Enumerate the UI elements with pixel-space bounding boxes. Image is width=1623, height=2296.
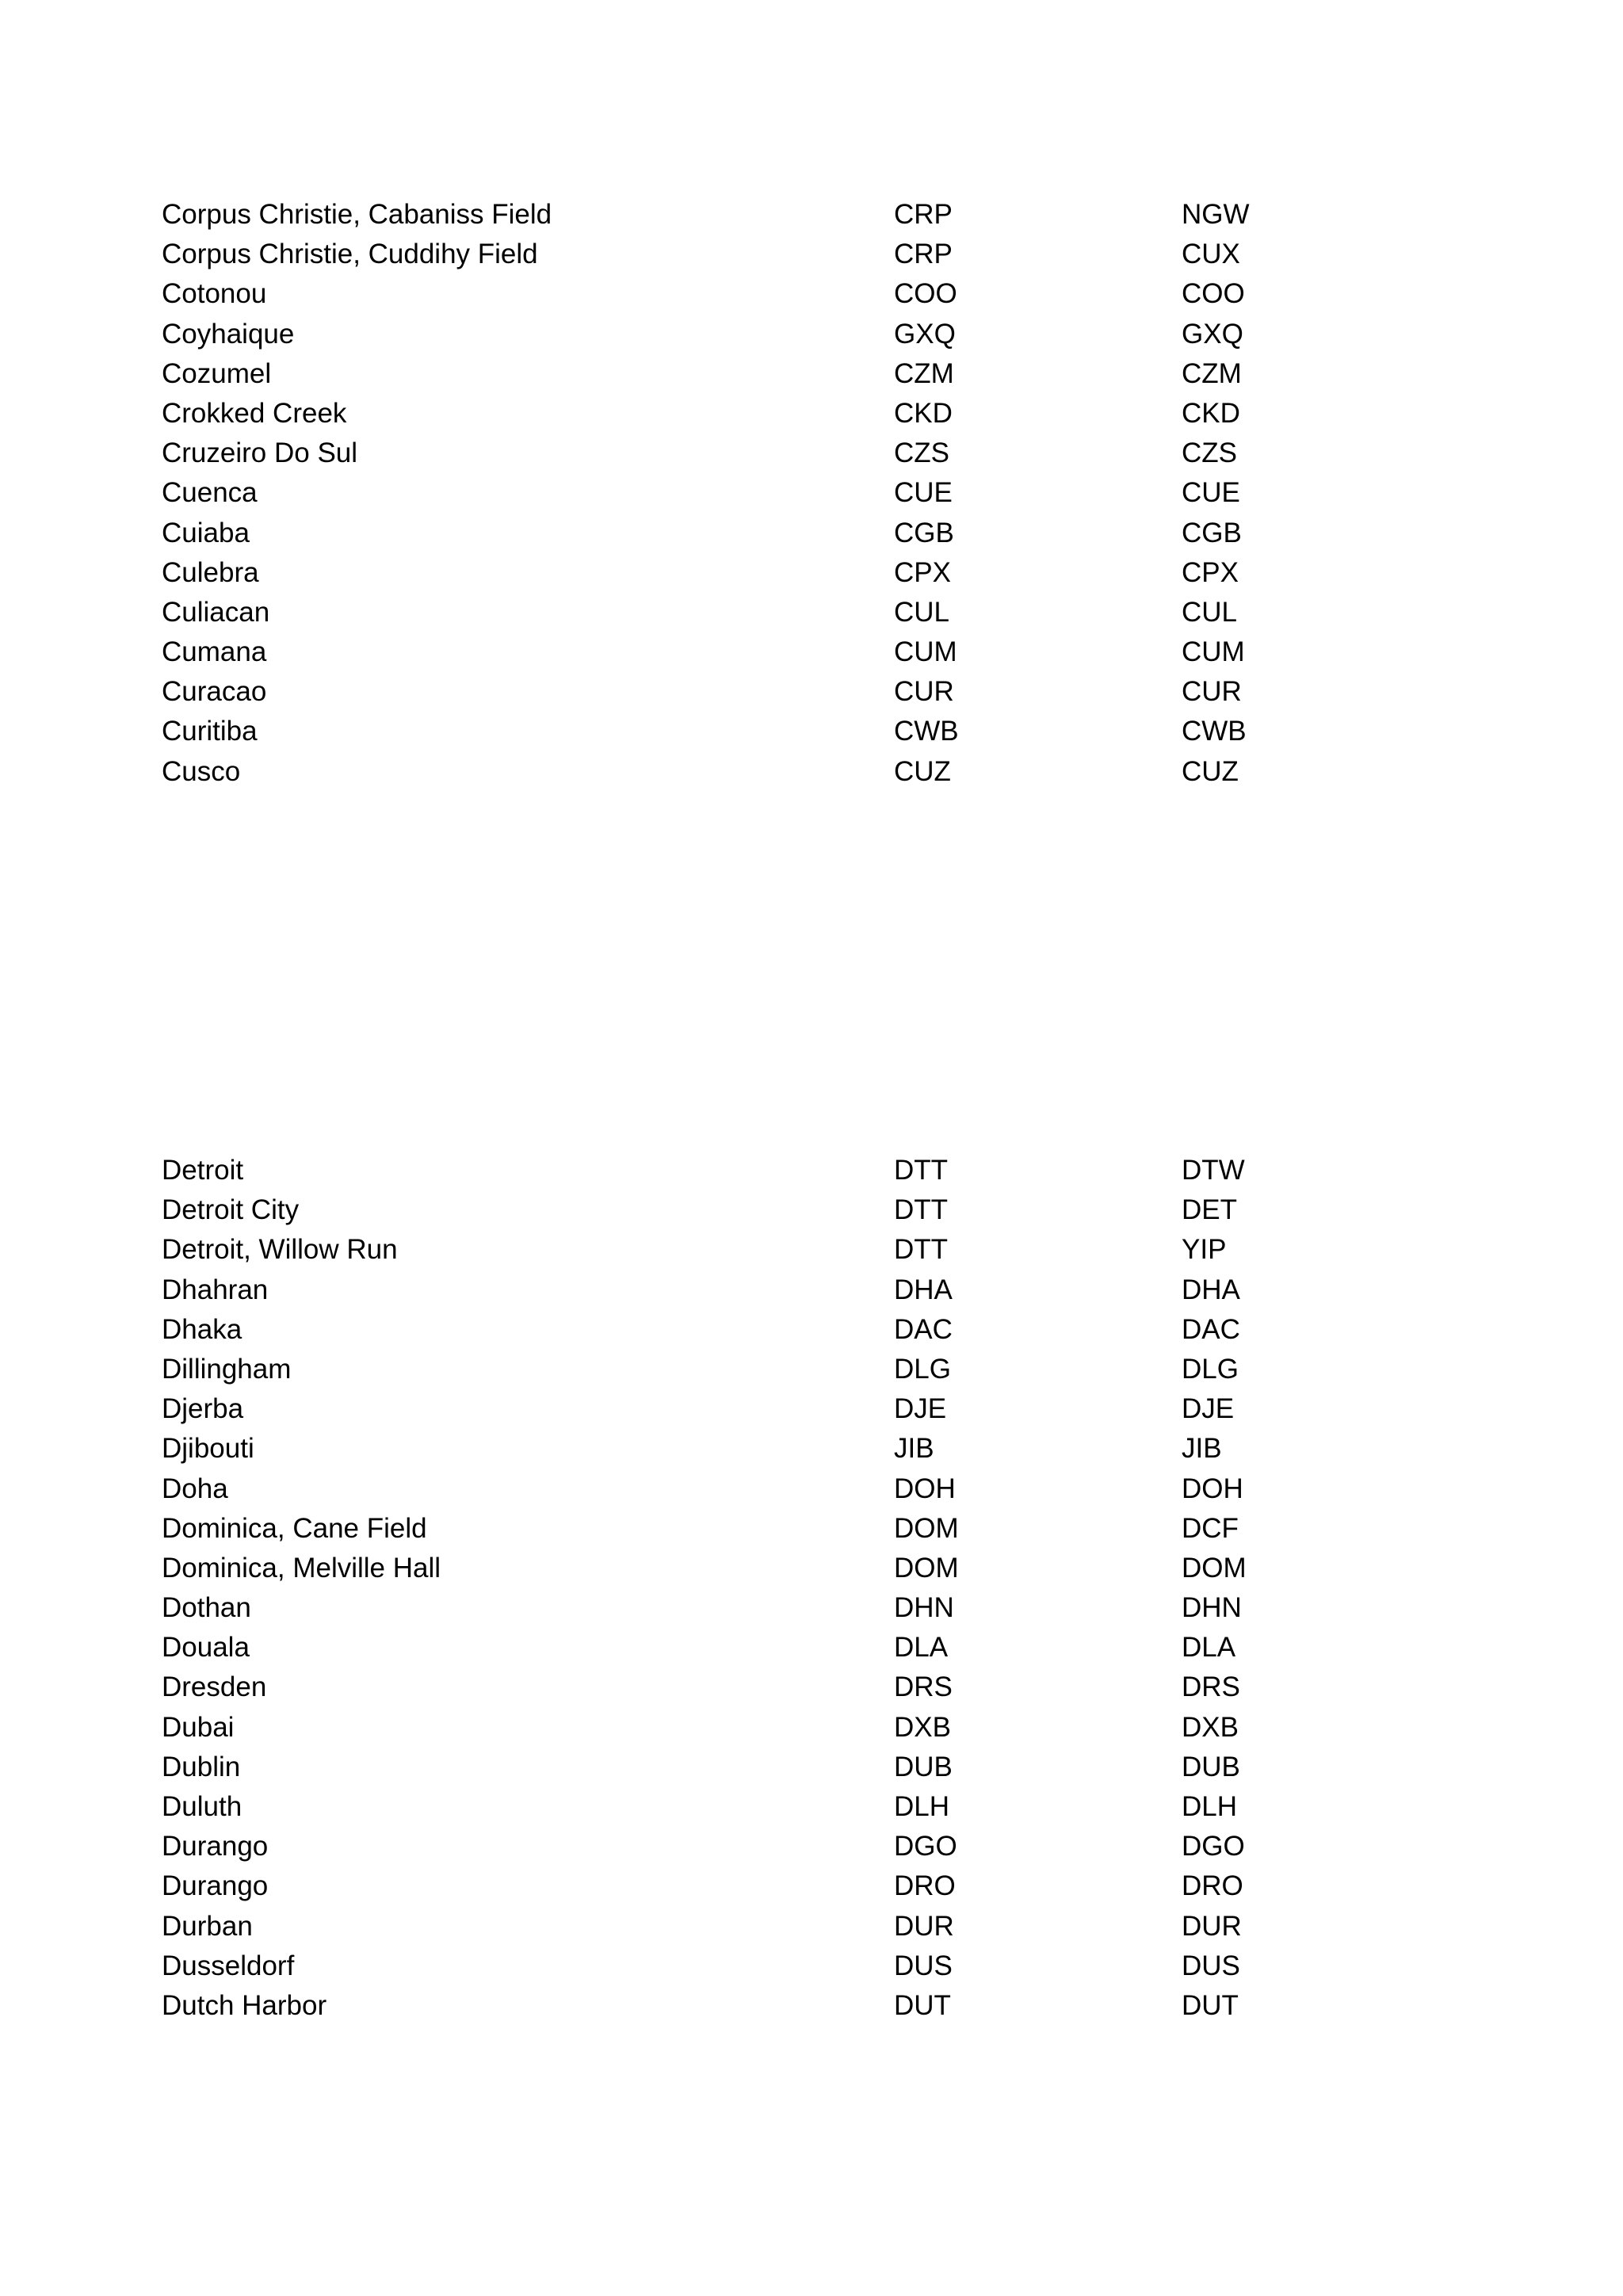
city-name-cell: Dillingham (162, 1353, 292, 1385)
table-row (162, 1588, 1509, 1628)
table-row (162, 1389, 1509, 1429)
table-row (162, 434, 1509, 473)
airport-code-cell: DLA (1182, 1632, 1236, 1664)
table-row (162, 394, 1509, 434)
table-row (162, 632, 1509, 672)
table-row (162, 1946, 1509, 1986)
table-row (162, 1509, 1509, 1549)
city-name-cell: Dominica, Melville Hall (162, 1552, 441, 1584)
city-code-cell: CUZ (894, 755, 951, 787)
city-code-cell: DTT (894, 1194, 949, 1226)
table-row (162, 1429, 1509, 1469)
airport-code-cell: CZS (1182, 437, 1237, 469)
city-name-cell: Duluth (162, 1791, 242, 1822)
airport-code-cell: CGB (1182, 517, 1242, 548)
city-name-cell: Dusseldorf (162, 1950, 295, 1981)
city-code-cell: CUL (894, 596, 950, 628)
table-row (162, 712, 1509, 751)
airport-code-cell: DLG (1182, 1353, 1239, 1385)
city-code-cell: DOH (894, 1473, 956, 1504)
city-code-cell: CZM (894, 357, 954, 389)
table-row (162, 1907, 1509, 1946)
table-row (162, 1230, 1509, 1270)
city-code-cell: DTT (894, 1234, 949, 1266)
city-code-cell: COO (894, 278, 957, 310)
city-name-cell: Durango (162, 1870, 269, 1902)
airport-code-cell: DHN (1182, 1592, 1242, 1624)
city-name-cell: Cruzeiro Do Sul (162, 437, 358, 469)
table-row (162, 315, 1509, 354)
table-row (162, 1151, 1509, 1190)
city-name-cell: Durban (162, 1910, 253, 1942)
table-row (162, 1549, 1509, 1588)
airport-code-cell: DCF (1182, 1512, 1239, 1544)
table-row (162, 1827, 1509, 1866)
city-code-cell: DOM (894, 1552, 959, 1584)
table-row (162, 1787, 1509, 1827)
airport-code-cell: CPX (1182, 556, 1239, 588)
airport-code-cell: DTW (1182, 1155, 1245, 1186)
city-name-cell: Cusco (162, 755, 241, 787)
airport-code-cell: CUE (1182, 477, 1240, 509)
table-row (162, 1708, 1509, 1748)
city-code-cell: DUT (894, 1989, 951, 2021)
city-name-cell: Dhahran (162, 1274, 269, 1305)
city-name-cell: Detroit, Willow Run (162, 1234, 398, 1266)
table-row (162, 1469, 1509, 1509)
city-name-cell: Cuiaba (162, 517, 250, 548)
airport-code-cell: CUM (1182, 636, 1245, 668)
airport-code-cell: GXQ (1182, 318, 1243, 350)
city-code-cell: DRO (894, 1870, 956, 1902)
city-code-cell: DOM (894, 1512, 959, 1544)
city-name-cell: Culiacan (162, 596, 270, 628)
city-code-cell: DLH (894, 1791, 950, 1822)
city-name-cell: Dominica, Cane Field (162, 1512, 427, 1544)
city-name-cell: Cuenca (162, 477, 258, 509)
table-row (162, 274, 1509, 314)
airport-code-cell: DUT (1182, 1989, 1239, 2021)
table-row (162, 593, 1509, 632)
airport-code-cell: JIB (1182, 1433, 1222, 1465)
city-name-cell: Culebra (162, 556, 259, 588)
airport-code-cell: DUS (1182, 1950, 1240, 1981)
table-row (162, 1190, 1509, 1230)
city-code-cell: DLA (894, 1632, 949, 1664)
airport-list-section-c (162, 195, 1509, 792)
city-code-cell: DTT (894, 1155, 949, 1186)
city-code-cell: DHN (894, 1592, 954, 1624)
table-row (162, 235, 1509, 274)
airport-code-cell: DRO (1182, 1870, 1243, 1902)
airport-code-cell: DGO (1182, 1831, 1245, 1862)
city-name-cell: Detroit (162, 1155, 244, 1186)
airport-code-cell: COO (1182, 278, 1245, 310)
city-code-cell: DJE (894, 1393, 947, 1425)
city-code-cell: DUB (894, 1751, 953, 1782)
city-name-cell: Durango (162, 1831, 269, 1862)
city-name-cell: Dresden (162, 1671, 267, 1703)
city-name-cell: Dutch Harbor (162, 1989, 327, 2021)
city-code-cell: DUR (894, 1910, 954, 1942)
city-code-cell: DRS (894, 1671, 953, 1703)
city-name-cell: Douala (162, 1632, 250, 1664)
city-code-cell: DAC (894, 1313, 953, 1345)
city-code-cell: CUR (894, 676, 954, 708)
city-code-cell: CGB (894, 517, 954, 548)
city-name-cell: Coyhaique (162, 318, 295, 350)
city-code-cell: GXQ (894, 318, 956, 350)
airport-code-cell: CKD (1182, 397, 1240, 429)
city-code-cell: CWB (894, 716, 959, 747)
airport-code-cell: DOM (1182, 1552, 1247, 1584)
airport-code-cell: CUZ (1182, 755, 1239, 787)
city-name-cell: Corpus Christie, Cuddihy Field (162, 239, 538, 270)
city-code-cell: CUM (894, 636, 957, 668)
city-code-cell: DUS (894, 1950, 953, 1981)
city-name-cell: Doha (162, 1473, 228, 1504)
airport-code-cell: DLH (1182, 1791, 1238, 1822)
city-code-cell: CRP (894, 199, 953, 230)
airport-code-cell: NGW (1182, 199, 1250, 230)
city-name-cell: Djibouti (162, 1433, 254, 1465)
table-row (162, 1310, 1509, 1350)
city-code-cell: DGO (894, 1831, 957, 1862)
airport-code-cell: DOH (1182, 1473, 1243, 1504)
airport-code-cell: DJE (1182, 1393, 1235, 1425)
city-name-cell: Dubai (162, 1711, 235, 1743)
city-code-cell: DHA (894, 1274, 953, 1305)
city-name-cell: Dhaka (162, 1313, 242, 1345)
city-name-cell: Curacao (162, 676, 267, 708)
city-name-cell: Corpus Christie, Cabaniss Field (162, 199, 552, 230)
airport-code-cell: DUR (1182, 1910, 1242, 1942)
table-row (162, 1668, 1509, 1707)
airport-code-cell: DHA (1182, 1274, 1240, 1305)
airport-code-cell: DRS (1182, 1671, 1240, 1703)
table-row (162, 752, 1509, 792)
city-code-cell: CKD (894, 397, 953, 429)
airport-code-cell: YIP (1182, 1234, 1227, 1266)
city-code-cell: CUE (894, 477, 953, 509)
airport-code-cell: CWB (1182, 716, 1247, 747)
city-code-cell: CZS (894, 437, 949, 469)
airport-code-cell: DXB (1182, 1711, 1239, 1743)
table-row (162, 473, 1509, 513)
city-code-cell: JIB (894, 1433, 934, 1465)
airport-code-cell: CUX (1182, 239, 1240, 270)
city-name-cell: Curitiba (162, 716, 258, 747)
city-code-cell: CPX (894, 556, 951, 588)
city-name-cell: Djerba (162, 1393, 244, 1425)
airport-code-cell: CUL (1182, 596, 1238, 628)
airport-code-cell: CUR (1182, 676, 1242, 708)
city-code-cell: DLG (894, 1353, 951, 1385)
city-name-cell: Dothan (162, 1592, 251, 1624)
city-code-cell: CRP (894, 239, 953, 270)
table-row (162, 514, 1509, 553)
city-name-cell: Cotonou (162, 278, 267, 310)
table-row (162, 1270, 1509, 1310)
city-code-cell: DXB (894, 1711, 951, 1743)
table-row (162, 1628, 1509, 1668)
table-row (162, 195, 1509, 235)
table-row (162, 1350, 1509, 1389)
airport-code-cell: CZM (1182, 357, 1242, 389)
city-name-cell: Dublin (162, 1751, 241, 1782)
airport-list-section-d (162, 1151, 1509, 2026)
table-row (162, 354, 1509, 394)
airport-code-cell: DET (1182, 1194, 1237, 1226)
airport-code-cell: DAC (1182, 1313, 1240, 1345)
city-name-cell: Detroit City (162, 1194, 300, 1226)
airport-code-cell: DUB (1182, 1751, 1240, 1782)
table-row (162, 1986, 1509, 2026)
table-row (162, 553, 1509, 593)
city-name-cell: Cumana (162, 636, 267, 668)
city-name-cell: Crokked Creek (162, 397, 347, 429)
table-row (162, 1866, 1509, 1906)
table-row (162, 1748, 1509, 1787)
city-name-cell: Cozumel (162, 357, 272, 389)
table-row (162, 672, 1509, 712)
